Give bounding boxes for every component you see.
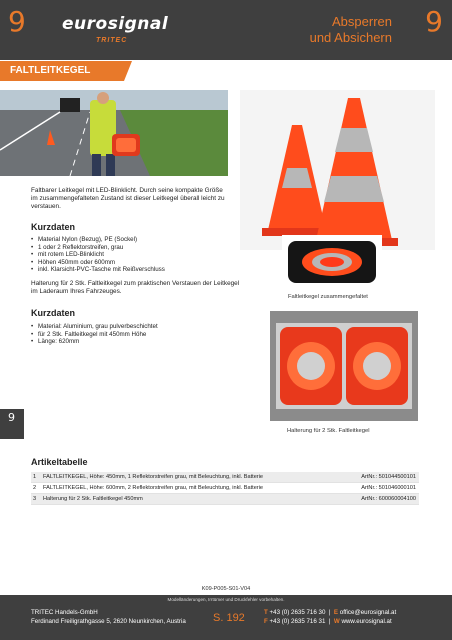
article-table xyxy=(31,472,419,505)
brand-logo-sub: TRITEC xyxy=(96,37,128,44)
chapter-side-tab xyxy=(0,409,24,439)
row-article-number: ArtNr.: 501046000101 xyxy=(361,485,416,491)
list-item: • für 2 Stk. Faltleitkegel mit 450mm Höhe xyxy=(31,331,241,339)
row-description: FALTLEITKEGEL, Höhe: 450mm, 1 Reflektorstreifen grau, mit Beleuchtung, inkl. Batterie xyxy=(43,474,264,480)
phone-number: +43 (0) 2635 716 30 xyxy=(269,609,326,616)
catalog-reference: K09-P005-S01-V04 xyxy=(201,586,251,592)
chapter-number-left: 9 xyxy=(8,5,26,38)
list-item: • Material Nylon (Bezug), PE (Sockel) xyxy=(31,236,241,244)
row-description: FALTLEITKEGEL, Höhe: 600mm, 2 Reflektorstreifen grau, mit Beleuchtung, inkl. Batterie xyxy=(43,485,264,491)
holder-photo xyxy=(270,311,418,421)
brand-logo: eurosignal xyxy=(62,14,169,34)
holder-description: Halterung für 2 Stk. Faltleitkegel zum praktischen Verstauen der Leitkegel im Laderaum Ihres Fahrzeuges. xyxy=(31,280,240,295)
web-link[interactable]: www.eurosignal.at xyxy=(341,618,392,625)
table-row xyxy=(31,472,419,483)
fax-number: +43 (0) 2635 716 31 xyxy=(269,618,326,625)
chapter-title-line2: und Absichern xyxy=(309,30,392,45)
section-title: FALTLEITKEGEL xyxy=(10,65,91,76)
page-header xyxy=(0,0,452,60)
row-number: 1 xyxy=(33,474,37,480)
page-footer xyxy=(0,595,452,640)
product-intro: Faltbarer Leitkegel mit LED-Blinklicht. Durch seine kompakte Größe im zusammengefalteten Zustand ist dieser Leitkegel überall leicht zu verstauen. xyxy=(31,187,225,210)
table-row xyxy=(31,483,419,494)
chapter-title xyxy=(310,14,392,46)
section-title-bar xyxy=(0,61,124,81)
list-item: • 1 oder 2 Reflektorstreifen, grau xyxy=(31,244,241,252)
side-tab-number: 9 xyxy=(8,411,15,424)
folded-cone-photo xyxy=(282,235,382,287)
chapter-title-line1: Absperren xyxy=(332,14,392,29)
kurzdaten-heading-2: Kurzdaten xyxy=(31,308,76,318)
list-item: • inkl. Klarsicht-PVC-Tasche mit Reißverschluss xyxy=(31,266,241,274)
row-number: 3 xyxy=(33,496,37,502)
artikeltabelle-heading: Artikeltabelle xyxy=(31,457,88,467)
list-item: • Höhen 450mm oder 600mm xyxy=(31,259,241,267)
email-link[interactable]: office@eurosignal.at xyxy=(339,609,397,616)
email-label: E xyxy=(333,609,339,616)
list-item: • mit rotem LED-Blinklicht xyxy=(31,251,241,259)
list-item: • Material: Aluminium, grau pulverbeschichtet xyxy=(31,323,241,331)
kurzdaten-list-2 xyxy=(31,323,241,346)
traffic-cones-photo xyxy=(240,90,435,250)
disclaimer: Modelländerungen, Irrtümer und Druckfehler vorbehalten. xyxy=(167,597,285,602)
kurzdaten-list-1 xyxy=(31,236,241,274)
web-label: W xyxy=(333,618,340,625)
company-address: Ferdinand Freiligrathgasse 5, 2620 Neunkirchen, Austria xyxy=(31,618,186,625)
phone-label: T xyxy=(264,609,268,616)
row-article-number: ArtNr.: 600060004100 xyxy=(361,496,416,502)
company-name: TRITEC Handels-GmbH xyxy=(31,609,98,616)
caption-holder: Halterung für 2 Stk. Faltleitkegel xyxy=(287,428,370,434)
fax-label: F xyxy=(264,618,268,625)
caption-folded-cone: Faltleitkegel zusammengefaltet xyxy=(288,294,368,300)
street-photo xyxy=(0,90,228,176)
kurzdaten-heading-1: Kurzdaten xyxy=(31,222,76,232)
table-row xyxy=(31,494,419,505)
contact-info: T +43 (0) 2635 716 30 | E office@eurosignal.at F +43 (0) 2635 716 31 | W www.eurosignal.at xyxy=(264,609,397,625)
row-description: Halterung für 2 Stk. Faltleitkegel 450mm xyxy=(43,496,143,502)
row-article-number: ArtNr.: 501044500101 xyxy=(361,474,416,480)
list-item: • Länge: 620mm xyxy=(31,338,241,346)
page-number: S. 192 xyxy=(213,612,245,624)
company-info xyxy=(31,608,186,626)
chapter-number-right: 9 xyxy=(425,5,443,38)
row-number: 2 xyxy=(33,485,37,491)
